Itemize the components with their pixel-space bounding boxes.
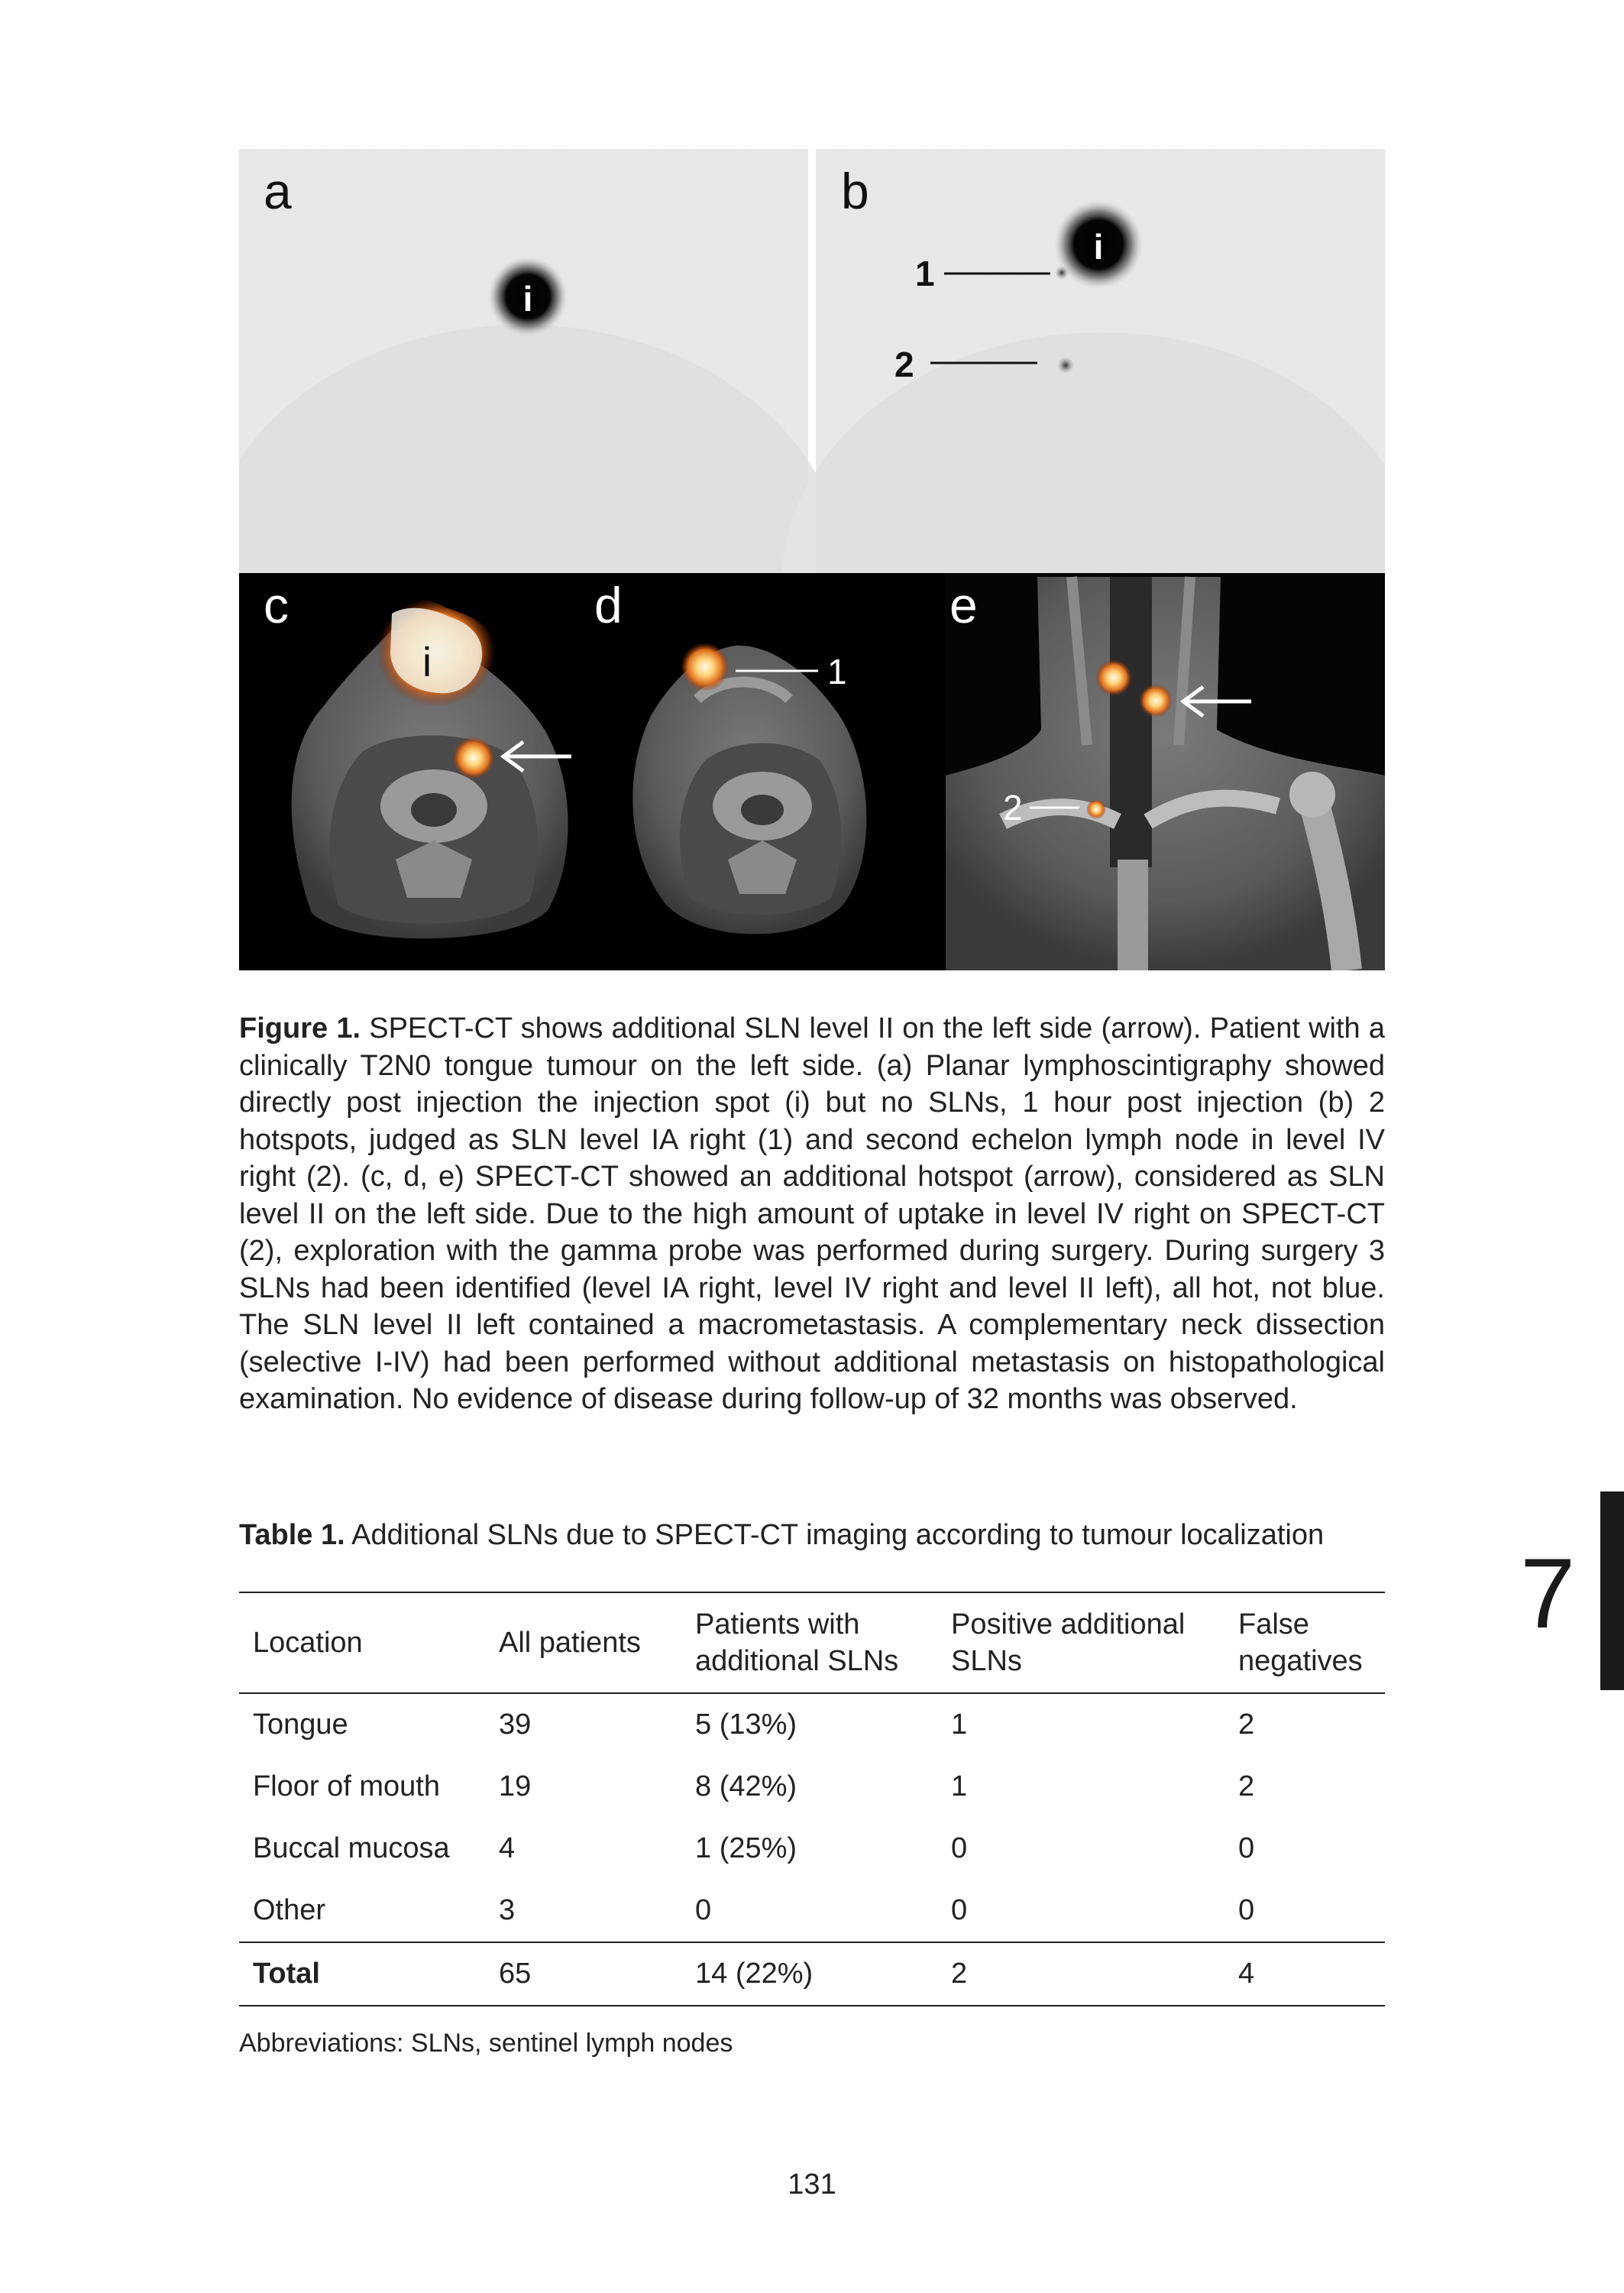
table-cell: Tongue — [253, 1708, 348, 1741]
panel-letter-c: c — [264, 577, 289, 633]
table-cell: 4 — [1238, 1958, 1255, 1990]
marker-1-label-spect: 1 — [827, 652, 847, 691]
table-cell: 0 — [1238, 1832, 1255, 1864]
figure-caption — [239, 1010, 1385, 1418]
table-cell: 0 — [695, 1894, 712, 1926]
table-abbreviations: Abbreviations: SLNs, sentinel lymph nodes — [239, 2029, 733, 2058]
marker-2-label-spect: 2 — [1003, 788, 1023, 827]
table-title — [239, 1519, 1324, 1552]
table-cell: 5 (13%) — [695, 1708, 797, 1741]
figure-1-images — [239, 149, 1385, 970]
table-label: Table 1. — [239, 1519, 345, 1551]
table-cell: 1 (25%) — [695, 1832, 797, 1864]
header-false-negatives: False negatives — [1238, 1608, 1363, 1677]
table-row — [239, 1693, 1385, 1756]
injection-label-a: i — [522, 279, 533, 319]
sln-level-ii-hotspot — [452, 737, 495, 779]
table-cell: Floor of mouth — [253, 1770, 440, 1802]
hotspot-1-spect — [681, 643, 730, 691]
table-cell: 0 — [951, 1832, 968, 1864]
panel-e — [946, 573, 1385, 970]
table-cell: Other — [253, 1894, 326, 1926]
header-patients-additional: Patients with additional SLNs — [695, 1608, 899, 1677]
table-cell: 2 — [1238, 1708, 1255, 1741]
table-cell: Total — [253, 1958, 320, 1990]
panel-letter-a: a — [264, 163, 292, 219]
table-total-row — [239, 1942, 1385, 2006]
panel-letter-e: e — [949, 577, 978, 633]
header-location: Location — [253, 1627, 363, 1659]
table-row — [239, 1818, 1385, 1880]
table-header-row — [239, 1592, 1385, 1693]
sln-table — [239, 1592, 1385, 2006]
injection-label-b: i — [1093, 227, 1104, 267]
table-cell: 14 (22%) — [695, 1958, 814, 1990]
table-cell: 3 — [499, 1894, 516, 1926]
hotspot-1-planar — [1055, 266, 1069, 280]
table-cell: 2 — [951, 1958, 968, 1990]
panel-letter-d: d — [594, 577, 623, 633]
marker-1-label: 1 — [915, 254, 935, 293]
table-cell: 19 — [499, 1770, 532, 1802]
table-cell: 0 — [1238, 1894, 1255, 1926]
table-cell: 1 — [951, 1770, 968, 1802]
hotspot-2-spect — [1086, 799, 1106, 819]
table-cell: 0 — [951, 1894, 968, 1926]
caption-text: SPECT-CT shows additional SLN level II on the left side (arrow). Patient with a clinically T2N0 tongue tumour on the left side. (a) Planar lymphoscintigraphy showed directly post injection the injection spot (i) but no SLNs, 1 hour post injection (b) 2 hotspots, judged as SLN level IA right (1) and second echelon lymph node in level IV right (2). (c, d, e) SPECT-CT showed an additional hotspot (arrow), considered as SLN level II on the left side. Due to the high amount of uptake in level IV right on SPECT-CT (2), exploration with the gamma probe was performed during surgery. During surgery 3 SLNs had been identified (level IA right, level IV right and level II left), all hot, not blue. The SLN level II left contained a macrometastasis. A complementary neck dissection (selective I-IV) had been performed without additional metastasis on histopathological examination. No evidence of disease during follow-up of 32 months was observed. — [239, 1012, 1385, 1415]
table-cell: Buccal mucosa — [253, 1832, 450, 1864]
table-row — [239, 1756, 1385, 1818]
table-cell: 8 (42%) — [695, 1770, 797, 1802]
panel-letter-b: b — [841, 163, 869, 219]
marker-2-label: 2 — [894, 345, 914, 384]
page-number: 131 — [788, 2168, 836, 2201]
caption-label: Figure 1. — [239, 1012, 361, 1044]
table-cell: 39 — [499, 1708, 532, 1741]
table-cell: 1 — [951, 1708, 968, 1741]
header-positive-additional: Positive additional SLNs — [951, 1608, 1186, 1677]
sln-level-ii-hotspot-coronal — [1139, 684, 1173, 717]
table-cell: 65 — [499, 1958, 532, 1990]
chapter-tab — [1600, 1491, 1624, 1690]
hotspot-2-planar — [1057, 357, 1074, 374]
table-cell: 2 — [1238, 1770, 1255, 1802]
table-title-text: Additional SLNs due to SPECT-CT imaging according to tumour localization — [351, 1519, 1325, 1551]
chapter-number: 7 — [1520, 1537, 1576, 1649]
header-all-patients: All patients — [499, 1627, 641, 1659]
table-row — [239, 1880, 1385, 1942]
injection-label-c: i — [422, 640, 432, 685]
hotspot-injection-e — [1095, 659, 1132, 696]
table-cell: 4 — [499, 1832, 516, 1864]
